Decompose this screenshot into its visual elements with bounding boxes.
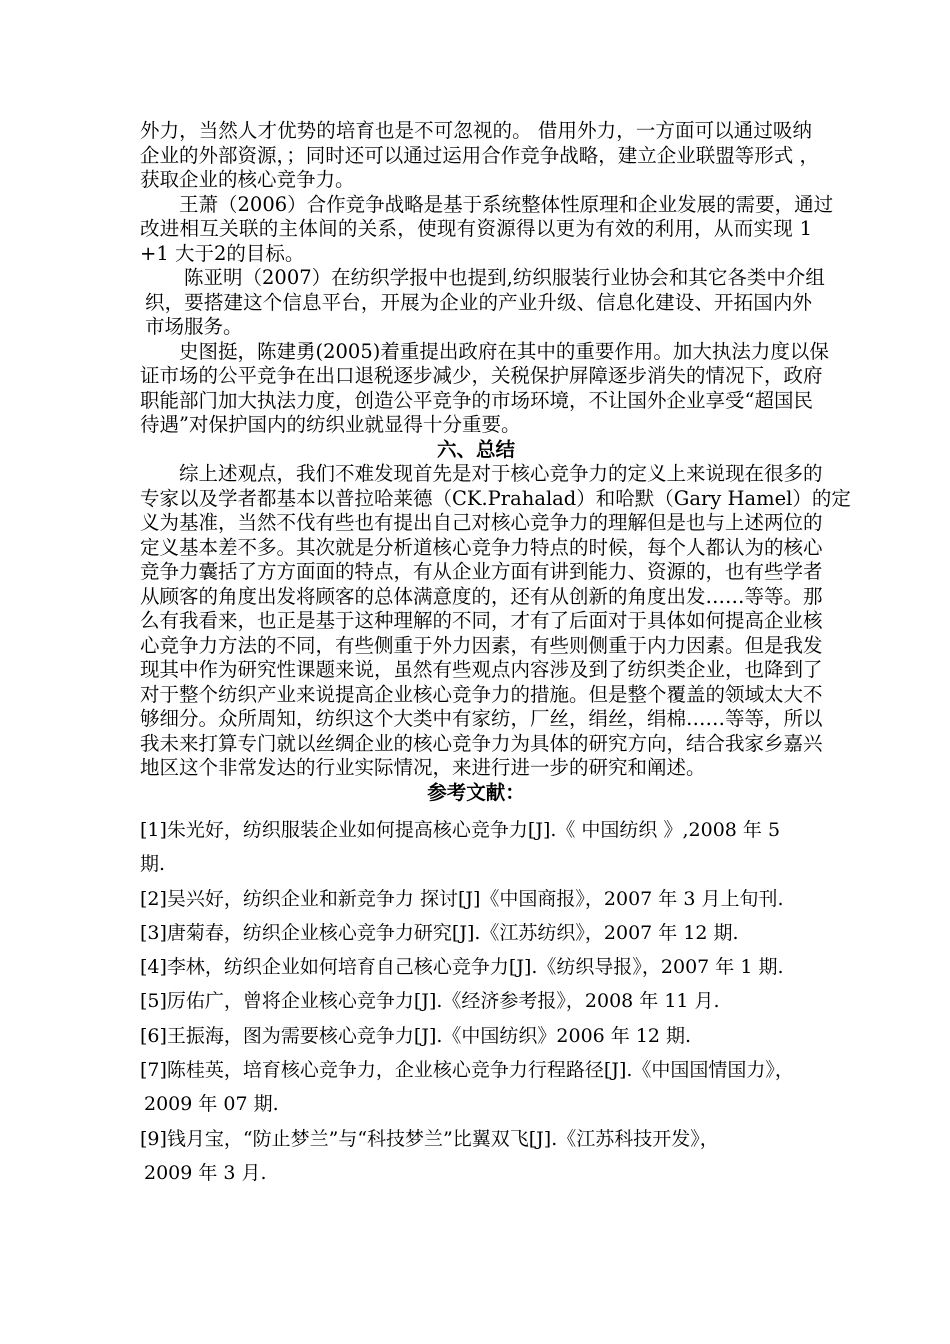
reference-item: [7]陈桂英，培育核心竞争力，企业核心竞争力行程路径[J].《中国国情国力》， <box>140 1059 794 1082</box>
text-line: 现其中作为研究性课题来说，虽然有些观点内容涉及到了纺织类企业，也降到了 <box>140 658 823 681</box>
text-line: 竞争力囊括了方方面面的特点，有从企业方面有讲到能力、资源的，也有些学者 <box>140 560 823 583</box>
text-line: 我未来打算专门就以丝绸企业的核心竞争力为具体的研究方向，结合我家乡嘉兴 <box>140 731 823 755</box>
paragraph-chen-yaming <box>140 266 825 340</box>
references-heading: 参考文献： <box>427 780 525 804</box>
text-line: 定义基本差不多。其次就是分析道核心竞争力特点的时候，每个人都认为的核心 <box>140 535 823 559</box>
text-line: +1 大于2的目标。 <box>140 241 305 265</box>
reference-list <box>140 813 812 1190</box>
reference-item: [5]厉佑广，曾将企业核心竞争力[J].《经济参考报》，2008 年 11 月. <box>140 990 720 1013</box>
text-line: 综上述观点，我们不难发现首先是对于核心竞争力的定义上来说现在很多的 <box>179 462 823 485</box>
text-line: 证市场的公平竞争在出口退税逐步减少，关税保护屏障逐步消失的情况下，政府 <box>140 364 823 387</box>
text-line: 外力，当然人才优势的培育也是不可忽视的。 借用外力，一方面可以通过吸纳 <box>140 119 812 142</box>
text-line: 改进相互关联的主体间的关系，使现有资源得以更为有效的利用，从而实现 1 <box>140 217 812 240</box>
paragraph-summary <box>140 462 851 781</box>
reference-item: [1]朱光好，纺织服装企业如何提高核心竞争力[J].《 中国纺织 》,2008 年 5 <box>140 819 781 841</box>
text-line: 企业的外部资源，；同时还可以通过运用合作竞争战略，建立企业联盟等形式 ， <box>140 143 819 167</box>
text-line: 义为基准，当然不伐有些也有提出自己对核心竞争力的理解但是也与上述两位的 <box>140 511 823 534</box>
text-line: 从顾客的角度出发将顾客的总体满意度的，还有从创新的角度出发……等等。那 <box>140 584 823 608</box>
reference-item: [3]唐菊春，纺织企业核心竞争力研究[J].《江苏纺织》，2007 年 12 期. <box>140 921 739 944</box>
text-line: 市场服务。 <box>145 315 243 338</box>
reference-item: [9]钱月宝，“防止梦兰”与“科技梦兰”比翼双飞[J].《江苏科技开发》， <box>140 1127 719 1150</box>
text-line: 地区这个非常发达的行业实际情况，来进行进一步的研究和阐述。 <box>140 756 706 779</box>
paragraph-wang-xiao <box>140 192 834 267</box>
section-heading: 六、总结 <box>436 437 515 461</box>
reference-item: [2]吴兴好，纺织企业和新竞争力 探讨[J]《中国商报》，2007 年 3 月上旬刊. <box>140 887 784 910</box>
text-line: 待遇”对保护国内的纺织业就显得十分重要。 <box>140 413 521 436</box>
text-line: 专家以及学者都基本以普拉哈莱德（CK.Prahalad）和哈默（Gary Hamel）的定 <box>140 486 851 510</box>
text-line: 获取企业的核心竞争力。 <box>140 168 355 191</box>
text-line: 对于整个纺织产业来说提高企业核心竞争力的措施。但是整个覆盖的领域太大不 <box>140 682 823 706</box>
reference-item: [4]李林，纺织企业如何培育自己核心竞争力[J].《纺织导报》，2007 年 1 期. <box>140 956 784 979</box>
reference-item-continuation: 2009 年 3 月. <box>144 1161 267 1184</box>
document-page <box>140 119 851 1190</box>
text-line: 织，要搭建这个信息平台，开展为企业的产业升级、信息化建设、开拓国内外 <box>145 290 812 314</box>
paragraph-borrow-external <box>140 119 819 193</box>
text-line: 够细分。众所周知，纺织这个大类中有家纺，厂丝，绢丝，绢棉……等等，所以 <box>140 707 823 730</box>
text-line: 王萧（2006）合作竞争战略是基于系统整体性原理和企业发展的需要，通过 <box>179 192 834 216</box>
text-line: 心竞争力方法的不同，有些侧重于外力因素，有些则侧重于内力因素。但是我发 <box>140 633 823 657</box>
text-line: 史图挺，陈建勇(2005)着重提出政府在其中的重要作用。加大执法力度以保 <box>179 339 829 363</box>
reference-item: [6]王振海，图为需要核心竞争力[J].《中国纺织》2006 年 12 期. <box>140 1024 692 1047</box>
reference-item-continuation: 2009 年 07 期. <box>144 1093 279 1116</box>
paragraph-shi-tuting <box>140 339 829 438</box>
text-line: 陈亚明（2007）在纺织学报中也提到,纺织服装行业协会和其它各类中介组 <box>184 266 825 289</box>
reference-item-continuation: 期. <box>140 853 166 876</box>
text-line: 职能部门加大执法力度，创造公平竞争的市场环境，不让国外企业享受“超国民 <box>140 388 813 412</box>
text-line: 么有我看来，也正是基于这种理解的不同，才有了后面对于具体如何提高企业核 <box>140 609 823 632</box>
